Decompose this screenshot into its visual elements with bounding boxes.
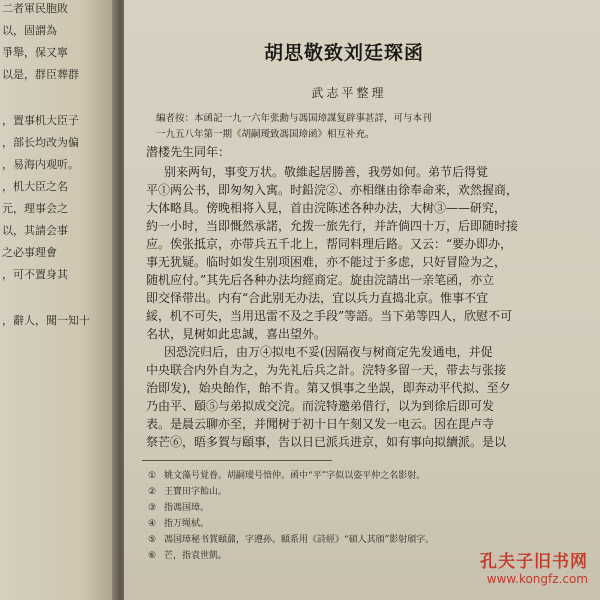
article-body-line: 綏，机不可失，当用迅雷不及之手段”等語。当下弟等四人，欣慰不可 xyxy=(146,309,513,323)
article-body-line: 即交怿带出。内有“合此别无办法，宜以兵力直捣北京。惟事不宜 xyxy=(146,291,489,305)
footnote-item xyxy=(148,484,227,497)
watermark xyxy=(480,547,588,586)
left-page-line: 之必事理會 xyxy=(2,246,57,259)
article-body-line: 約一小时，当即慨然承諾，允拨一旅先行，并許倘四十万，后即随时接 xyxy=(146,219,519,233)
footnote-number: ④ xyxy=(148,519,157,529)
editor-note-line-1: 編者按：本函記一九一六年张勳与馮国璋謀复辟事甚詳，可与本刊 xyxy=(156,113,432,124)
right-page xyxy=(124,0,600,600)
left-page-line: ，易海内观听。 xyxy=(2,158,79,171)
left-page-line: ，机大臣之名 xyxy=(2,180,68,193)
footnote-item xyxy=(148,516,209,529)
left-page-line: 元，理事会之 xyxy=(2,202,68,215)
footnote-number: ⑥ xyxy=(148,551,157,561)
footnote-text: 馮国璋秘书賀頤鼐，字遵孙。頤系用《詩經》“碩人其頎”影射頎字。 xyxy=(164,535,435,545)
article-body-line: 治即发)，始央飴作，飴不肯。第又惧事之坐誤，即奔动平代拟、至夕 xyxy=(146,381,511,395)
left-page-line: 爭舉，保又寧 xyxy=(2,46,68,59)
footnote-item xyxy=(148,500,209,513)
footnote-text: 指馮国璋。 xyxy=(164,503,210,513)
watermark-title: 孔夫子旧书网 xyxy=(480,552,588,572)
article-body-line: 大体略具。傍晚相将入見，首由浣陈述各种办法，大树③——研究， xyxy=(146,201,507,215)
editor-note-line-2: 一九五八年第一期《胡嗣璦致馮国璋函》相互补充。 xyxy=(156,129,375,140)
left-page-line: ，部长均改为偏 xyxy=(2,136,79,149)
footnote-text: 芒，指袁世凱。 xyxy=(164,551,228,561)
footnote-number: ① xyxy=(148,471,157,481)
left-page-line: ，辭人，聞一知十 xyxy=(2,314,90,327)
article-body-line: 名状，見树如此忠誠，喜出望外。 xyxy=(146,327,327,341)
watermark-url: www.kongfz.com xyxy=(486,572,588,586)
article-body-line: 随机应付。”其先后各种办法均經商定。旋由浣請出一亲笔函，亦立 xyxy=(146,273,495,287)
footnote-text: 王寶田字飴山。 xyxy=(164,487,228,497)
footnote-item xyxy=(148,548,227,561)
article-author: 武志平整理 xyxy=(311,86,387,100)
article-body-line: 应。俟张抵京，亦带兵五千北上，帮同料理后路。又云：“要办即办， xyxy=(146,237,513,251)
footnote-item xyxy=(148,468,425,481)
footnote-text: 姚文藻号覚眷。胡嗣璦号愔仲。函中“平”字似以姿平仲之名影射。 xyxy=(164,471,426,481)
article-body-line: 事无犹疑。临时如发生别项困难，亦不能过于多虑，只好冒险为之， xyxy=(146,255,507,269)
article-body-line: 平①两公书，即匆匆入寓。时鉛浣②、亦相继由徐奉命来，欢然握商， xyxy=(146,183,519,197)
article-body-line: 表。是晨云聊亦至，并聞树于初十日午刻又发一电云。因在毘卢寺 xyxy=(146,417,495,431)
left-page-line: 以是，群臣葬群 xyxy=(2,68,79,81)
footnote-text: 指万绳栻。 xyxy=(164,519,210,529)
left-page xyxy=(0,0,118,600)
left-page-line: ，可不置身其 xyxy=(2,268,68,281)
footnote-number: ⑤ xyxy=(148,535,157,545)
article-body-line: 乃由平、頤⑤与弟拟成交浣。而浣特邀弟借行，以为到徐后即可发 xyxy=(146,399,495,413)
footnote-rule xyxy=(142,460,332,461)
left-page-line: 以，其請会事 xyxy=(2,224,68,237)
article-body-line: 别来两旬，事变万状。敬維起居勝善，我勞如何。弟节后得覚 xyxy=(164,165,489,179)
left-page-line: 二者軍民胞敗 xyxy=(2,2,68,15)
left-page-line: 以，固謂為 xyxy=(2,24,57,37)
left-page-line: ，置事机大臣子 xyxy=(2,114,79,127)
article-body-line: 因恐浣归后，由万④拟电不妥(因隔夜与树商定先发通电，并促 xyxy=(164,345,493,359)
footnote-item xyxy=(148,532,434,545)
footnote-number: ③ xyxy=(148,503,157,513)
salutation: 潜楼先生同年： xyxy=(146,145,231,159)
footnote-number: ② xyxy=(148,487,157,497)
article-title: 胡思敬致刘廷琛函 xyxy=(263,42,424,64)
article-body-line: 祭芒⑥，晤多賀与頤事，告以日已派兵进京，如有事向拟續派。是以 xyxy=(146,435,507,449)
article-body-line: 中央联合内外自为之，为先礼后兵之計。浣特多留一天，带去与张接 xyxy=(146,363,507,377)
